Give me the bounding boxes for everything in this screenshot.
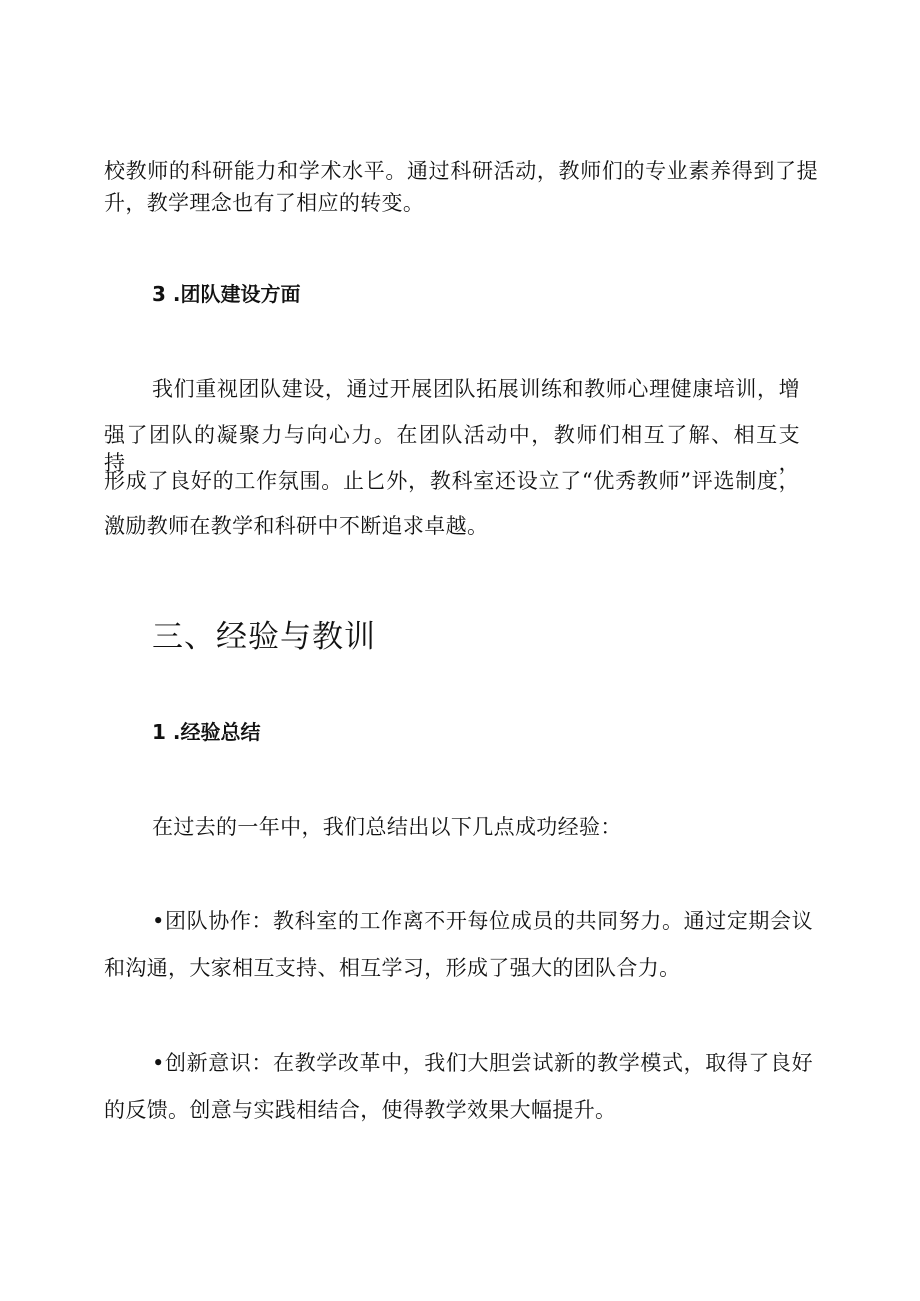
paragraph-line: 激励教师在教学和科研中不断追求卓越。 <box>104 514 489 538</box>
paragraph-line: 我们重视团队建设，通过开展团队拓展训练和教师心理健康培训，增 <box>152 377 800 401</box>
bullet-item-continuation: 和沟通，大家相互支持、相互学习，形成了强大的团队合力。 <box>104 956 681 980</box>
paragraph-line: 强了团队的凝聚力与向心力。在团队活动中，教师们相互了解、相互支持， <box>104 423 800 475</box>
paragraph-line: 升，教学理念也有了相应的转变。 <box>104 191 425 215</box>
bullet-item-teamwork: •团队协作：教科室的工作离不开每位成员的共同努力。通过定期会议 <box>152 909 813 933</box>
bullet-item-innovation: •创新意识：在教学改革中，我们大胆尝试新的教学模式，取得了良好 <box>152 1051 813 1075</box>
section-title: 三、经验与教训 <box>152 619 376 655</box>
bullet-item-continuation: 的反馈。创意与实践相结合，使得教学效果大幅提升。 <box>104 1098 617 1122</box>
paragraph-line: 形成了良好的工作氛围。止匕外，教科室还设立了“优秀教师”评选制度， <box>104 469 800 493</box>
paragraph-line: 在过去的一年中，我们总结出以下几点成功经验： <box>152 815 622 839</box>
paragraph-line: 校教师的科研能力和学术水平。通过科研活动，教师们的专业素养得到了提 <box>104 159 818 183</box>
subsection-heading-team: 3 .团队建设方面 <box>152 282 301 306</box>
subsection-heading-experience: 1 .经验总结 <box>152 720 261 744</box>
